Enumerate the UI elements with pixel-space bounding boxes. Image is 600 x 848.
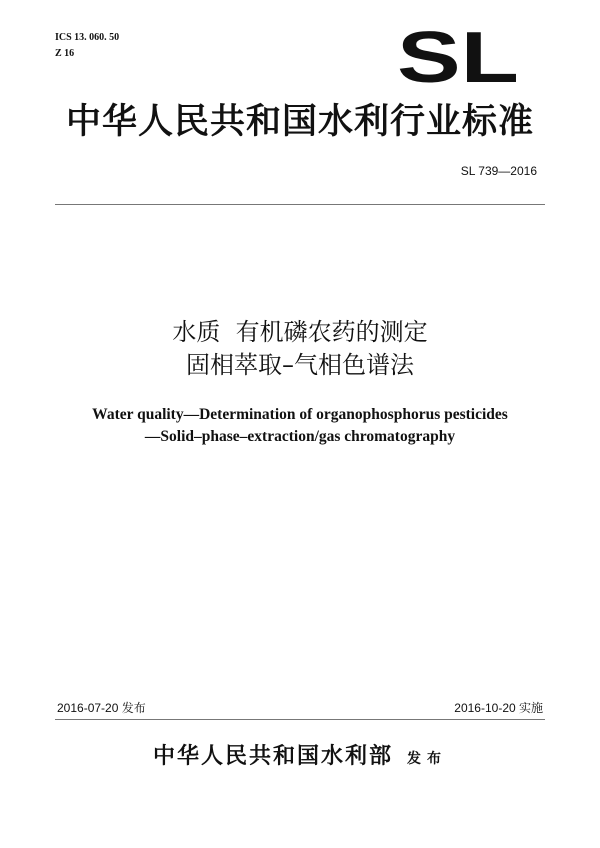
chinese-title-line-2: 固相萃取–气相色谱法	[186, 351, 414, 379]
ics-code: ICS 13. 060. 50	[55, 32, 120, 43]
sl-logo	[397, 28, 519, 86]
top-divider	[55, 204, 545, 205]
standard-number: SL 739—2016	[460, 164, 537, 178]
issue-date: 2016-07-20 发布	[57, 701, 146, 715]
chinese-title-line-1: 水质 有机磷农药的测定	[172, 318, 428, 346]
english-title-line-2: —Solid–phase–extraction/gas chromatography	[144, 428, 456, 445]
chinese-title	[0, 316, 600, 382]
publisher-verb: 发布	[407, 751, 447, 767]
english-title	[0, 404, 600, 448]
implementation-date: 2016-10-20 实施	[454, 701, 543, 715]
standard-category-title: 中华人民共和国水利行业标准	[65, 102, 534, 142]
sl-logo-text: SL	[397, 28, 519, 86]
english-title-line-1: Water quality—Determination of organophosphorus pesticides	[92, 406, 508, 423]
ccs-code: Z 16	[55, 48, 75, 59]
bottom-divider	[55, 719, 545, 720]
publisher-name: 中华人民共和国水利部	[152, 744, 393, 769]
publisher	[0, 742, 600, 774]
